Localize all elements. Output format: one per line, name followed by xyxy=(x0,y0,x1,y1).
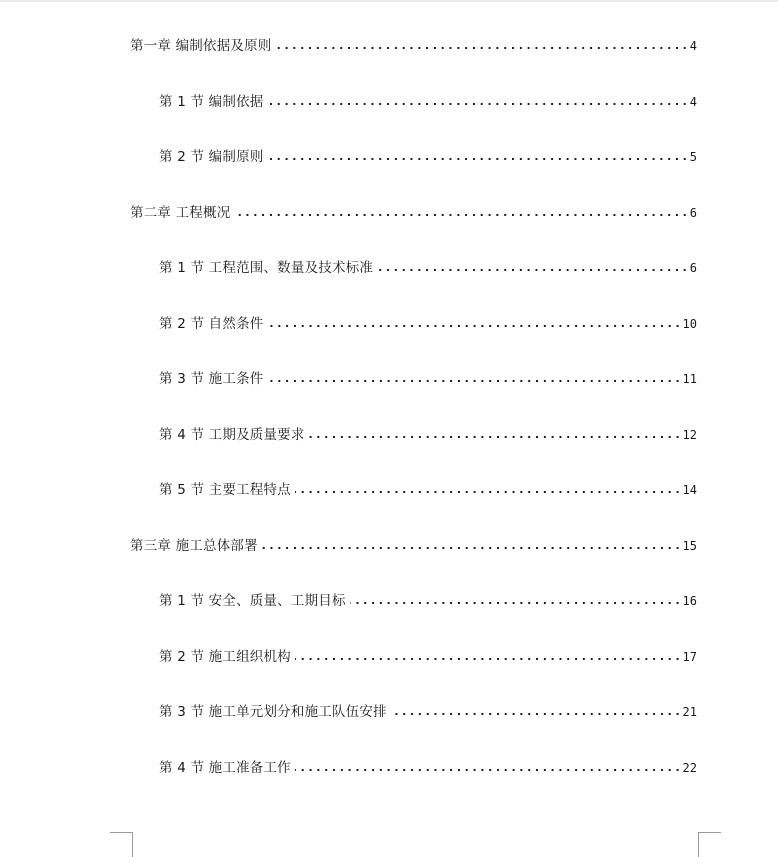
toc-leader-dots xyxy=(267,92,686,112)
toc-entry-page: 4 xyxy=(689,39,697,53)
toc-entry-chapter-1[interactable] xyxy=(130,36,697,56)
page-corner-mark-left xyxy=(110,832,133,857)
toc-entry-page: 16 xyxy=(682,594,697,608)
toc-entry-page: 12 xyxy=(682,428,697,442)
toc-entry-section[interactable] xyxy=(159,92,697,112)
toc-leader-dots xyxy=(309,425,680,445)
toc-entry-title: 第 5 节 主要工程特点 xyxy=(159,482,291,498)
toc-entry-page: 17 xyxy=(682,650,697,664)
toc-entry-section[interactable] xyxy=(159,647,697,667)
toc-entry-title: 第 1 节 安全、质量、工期目标 xyxy=(159,593,346,609)
toc-entry-title: 第 2 节 自然条件 xyxy=(159,316,264,332)
toc-entry-title: 第 3 节 施工单元划分和施工队伍安排 xyxy=(159,704,387,720)
toc-entry-section[interactable] xyxy=(159,480,697,500)
toc-entry-section[interactable] xyxy=(159,314,697,334)
toc-leader-dots xyxy=(377,258,687,278)
toc-entry-page: 11 xyxy=(682,372,697,386)
toc-entry-page: 4 xyxy=(689,95,697,109)
toc-leader-dots xyxy=(267,314,679,334)
toc-entry-page: 6 xyxy=(689,261,697,275)
toc-entry-page: 22 xyxy=(682,761,697,775)
toc-leader-dots xyxy=(276,36,687,56)
toc-entry-title: 第 2 节 施工组织机构 xyxy=(159,649,291,665)
toc-entry-title: 第 4 节 工期及质量要求 xyxy=(159,427,305,443)
toc-entry-section[interactable] xyxy=(159,369,697,389)
toc-entry-page: 21 xyxy=(682,705,697,719)
toc-entry-page: 14 xyxy=(682,483,697,497)
page-corner-mark-right xyxy=(698,832,721,857)
toc-entry-section[interactable] xyxy=(159,591,697,611)
toc-entry-title: 第二章 工程概况 xyxy=(130,205,231,221)
toc-leader-dots xyxy=(295,647,680,667)
toc-entry-title: 第一章 编制依据及原则 xyxy=(130,38,272,54)
toc-entry-page: 10 xyxy=(682,317,697,331)
toc-leader-dots xyxy=(267,147,686,167)
toc-leader-dots xyxy=(234,203,686,223)
toc-entry-title: 第 2 节 编制原则 xyxy=(159,149,264,165)
toc-entry-section[interactable] xyxy=(159,425,697,445)
toc-entry-title: 第三章 施工总体部署 xyxy=(130,538,258,554)
toc-entry-title: 第 4 节 施工准备工作 xyxy=(159,760,291,776)
toc-entry-title: 第 3 节 施工条件 xyxy=(159,371,264,387)
toc-entry-section[interactable] xyxy=(159,758,697,778)
toc-entry-section[interactable] xyxy=(159,258,697,278)
toc-entry-chapter-3[interactable] xyxy=(130,536,697,556)
toc-entry-page: 6 xyxy=(689,206,697,220)
toc-leader-dots xyxy=(295,480,680,500)
toc-entry-title: 第 1 节 工程范围、数量及技术标准 xyxy=(159,260,374,276)
toc-leader-dots xyxy=(350,591,680,611)
toc-leader-dots xyxy=(262,536,680,556)
toc-leader-dots xyxy=(267,369,679,389)
toc-entry-section[interactable] xyxy=(159,147,697,167)
toc-entry-page: 15 xyxy=(682,539,697,553)
toc-entry-page: 5 xyxy=(689,150,697,164)
toc-entry-title: 第 1 节 编制依据 xyxy=(159,94,264,110)
toc-entry-chapter-2[interactable] xyxy=(130,203,697,223)
toc-leader-dots xyxy=(391,702,680,722)
toc-entry-section[interactable] xyxy=(159,702,697,722)
toc-leader-dots xyxy=(295,758,680,778)
